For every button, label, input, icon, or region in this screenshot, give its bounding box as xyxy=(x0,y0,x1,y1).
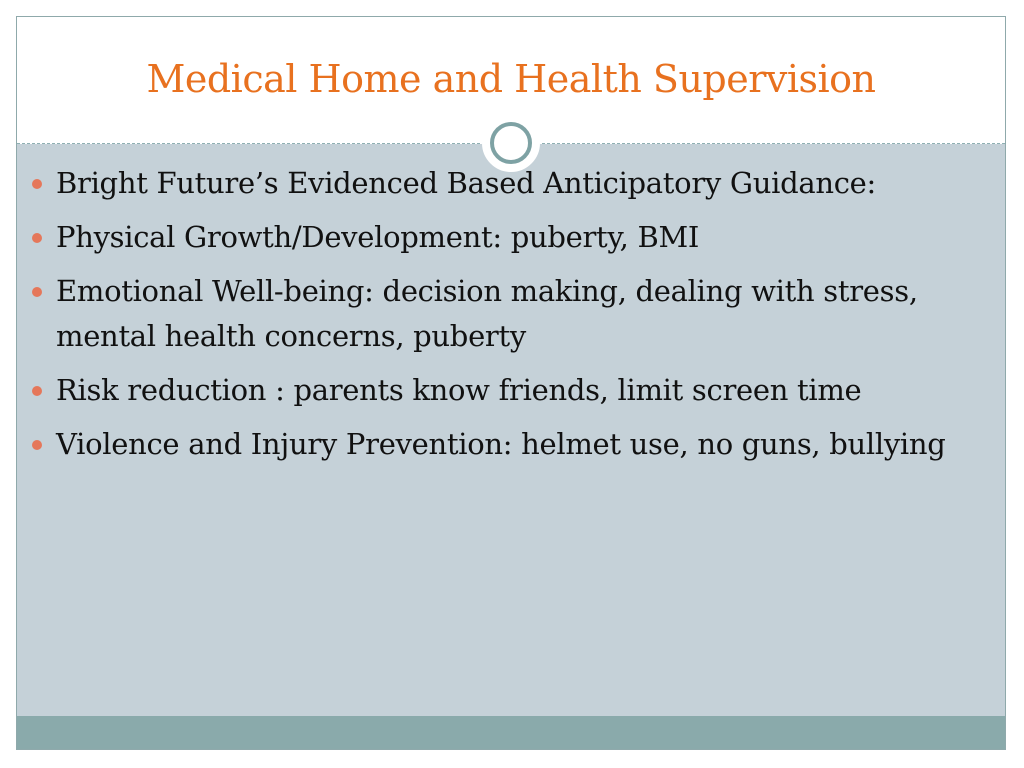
bullet-text: Bright Future’s Evidenced Based Anticipatory Guidance: xyxy=(56,166,877,200)
bullet-dot-icon xyxy=(32,386,42,396)
bullet-dot-icon xyxy=(32,179,42,189)
slide-title: Medical Home and Health Supervision xyxy=(146,57,876,101)
bullet-dot-icon xyxy=(32,233,42,243)
bullet-text: Risk reduction : parents know friends, limit screen time xyxy=(56,373,862,407)
ring-icon xyxy=(490,122,532,164)
bullet-text: Emotional Well-being: decision making, dealing with stress, mental health concerns, puberty xyxy=(56,274,918,353)
bullet-item xyxy=(30,422,970,467)
bullet-item xyxy=(30,368,970,413)
footer-bar xyxy=(17,716,1005,750)
bullet-list xyxy=(30,161,970,476)
bullet-text: Physical Growth/Development: puberty, BMI xyxy=(56,220,700,254)
bullet-item xyxy=(30,215,970,260)
bullet-dot-icon xyxy=(32,287,42,297)
bullet-dot-icon xyxy=(32,440,42,450)
bullet-item xyxy=(30,269,970,359)
bullet-text: Violence and Injury Prevention: helmet use, no guns, bullying xyxy=(56,427,946,461)
bullet-item xyxy=(30,161,970,206)
